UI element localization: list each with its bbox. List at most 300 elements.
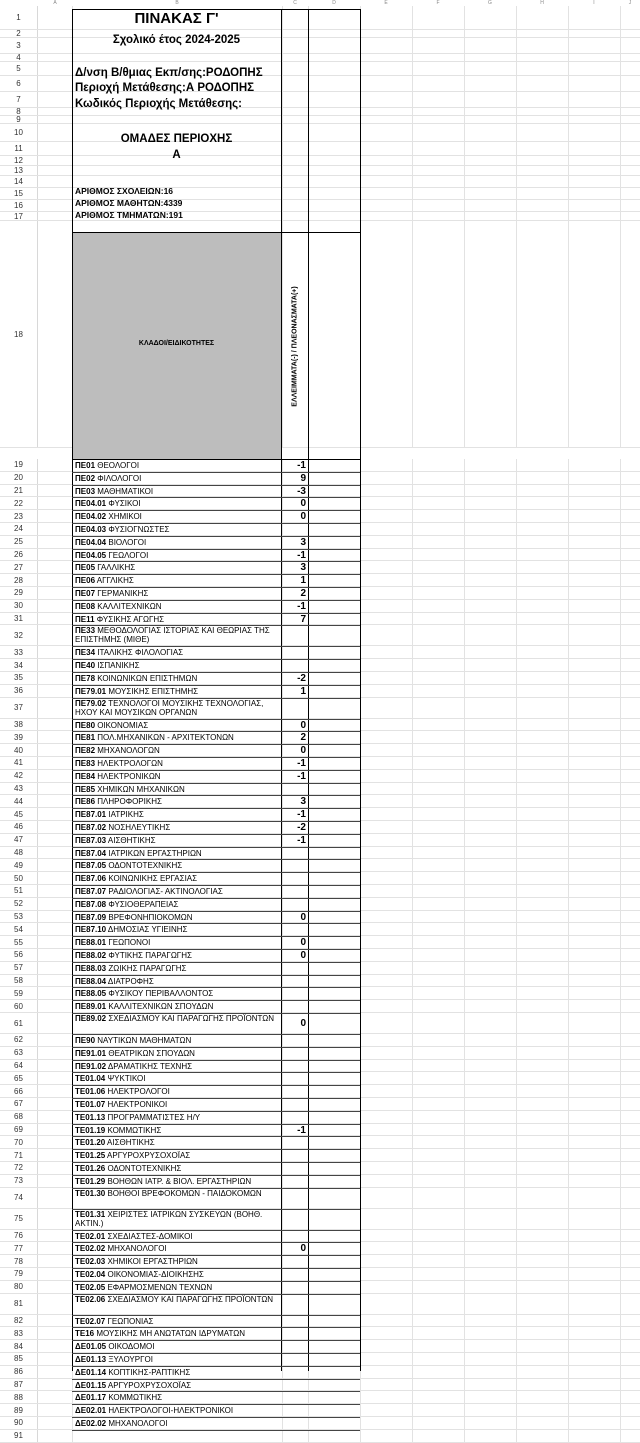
row-number[interactable]: 16 [0,200,38,211]
specialty-value[interactable]: 1 [300,575,306,587]
grid-line [516,54,517,61]
sheet-row[interactable] [0,911,640,924]
sheet-row[interactable] [0,1175,640,1188]
row-number[interactable]: 40 [0,744,38,756]
row-number[interactable]: 87 [0,1379,38,1391]
row-number[interactable]: 48 [0,847,38,859]
sheet-row[interactable] [0,685,640,698]
grid-line [568,646,569,658]
row-number[interactable]: 43 [0,783,38,795]
sheet-row[interactable] [0,1162,640,1175]
grid-line [620,1136,621,1148]
sheet-row[interactable] [0,1404,640,1417]
grid-line [620,1294,621,1314]
table-row-border [72,1149,360,1150]
row-number[interactable]: 2 [0,30,38,37]
row-number[interactable]: 26 [0,549,38,561]
grid-line [464,1209,465,1229]
row-number[interactable]: 24 [0,523,38,535]
row-number[interactable]: 35 [0,672,38,684]
specialty-value[interactable]: -1 [297,460,306,471]
grid-line [412,872,413,884]
row-number[interactable]: 84 [0,1340,38,1352]
grid-line [620,898,621,910]
specialty-label: ΤΕ01.25 ΑΡΓΥΡΟΧΡΥΣΟΧΟΪΑΣ [75,1151,191,1161]
sheet-row[interactable] [0,1340,640,1353]
grid-line [412,685,413,697]
row-number[interactable]: 21 [0,485,38,497]
sheet-row[interactable] [0,1242,640,1255]
sheet-row[interactable] [0,1060,640,1073]
grid-line [412,108,413,115]
row-number[interactable]: 22 [0,497,38,509]
row-number[interactable]: 33 [0,646,38,658]
row-number[interactable]: 61 [0,1013,38,1033]
sheet-row[interactable] [0,987,640,1000]
specialty-value[interactable]: -1 [297,1124,306,1136]
sheet-row[interactable] [0,549,640,562]
sheet-row[interactable] [0,783,640,796]
sheet-row[interactable] [0,949,640,962]
sheet-row[interactable] [0,166,640,176]
specialty-value[interactable]: 0 [300,719,306,731]
row-number[interactable]: 56 [0,949,38,961]
row-number[interactable]: 63 [0,1047,38,1059]
row-number[interactable]: 25 [0,536,38,548]
row-number[interactable]: 30 [0,600,38,612]
specialty-value[interactable]: -1 [297,758,306,769]
sheet-row[interactable] [0,497,640,510]
grid-line [464,124,465,141]
column-header-e[interactable]: E [384,0,388,6]
column-header-g[interactable]: G [488,0,492,6]
grid-line [516,987,517,999]
specialty-value[interactable]: 0 [300,511,306,523]
grid-line [412,1255,413,1267]
row-number[interactable]: 49 [0,859,38,871]
grid-line [282,646,283,658]
row-number[interactable]: 18 [0,221,38,447]
row-number[interactable]: 72 [0,1162,38,1174]
row-number[interactable]: 81 [0,1294,38,1314]
row-number[interactable]: 57 [0,962,38,974]
sheet-row[interactable] [0,795,640,808]
row-number[interactable]: 19 [0,459,38,471]
column-header-f[interactable]: F [436,0,440,6]
grid-line [516,1124,517,1136]
grid-line [282,872,283,884]
sheet-row[interactable] [0,510,640,523]
row-number[interactable]: 78 [0,1255,38,1267]
row-number[interactable]: 67 [0,1098,38,1110]
row-number[interactable]: 68 [0,1111,38,1123]
grid-line [568,731,569,743]
row-number[interactable]: 14 [0,176,38,187]
grid-line [412,485,413,497]
sheet-row[interactable] [0,698,640,719]
sheet-row[interactable] [0,859,640,872]
sheet-row[interactable] [0,1366,640,1379]
row-number[interactable]: 1 [0,6,38,29]
row-number[interactable]: 32 [0,625,38,645]
row-number[interactable]: 15 [0,188,38,199]
specialty-code: ΠΕ87.07 [75,887,107,896]
row-number[interactable]: 85 [0,1353,38,1365]
grid-line [412,1327,413,1339]
sheet-row[interactable] [0,847,640,860]
grid-line [516,1072,517,1084]
grid-line [412,1085,413,1097]
grid-line [620,600,621,612]
row-number[interactable]: 53 [0,911,38,923]
table-row-border [72,561,360,562]
grid-line [620,108,621,115]
specialty-value[interactable]: -1 [297,549,306,561]
sheet-row[interactable] [0,962,640,975]
row-number[interactable]: 28 [0,574,38,586]
row-number[interactable]: 58 [0,975,38,987]
row-number[interactable]: 55 [0,936,38,948]
sheet-row[interactable] [0,834,640,847]
grid-line [464,212,465,220]
sheet-row[interactable] [0,587,640,600]
row-number[interactable]: 54 [0,923,38,935]
column-header-c[interactable]: C [293,0,297,6]
column-header-d[interactable]: D [332,0,336,6]
row-number[interactable]: 51 [0,885,38,897]
row-number[interactable]: 52 [0,898,38,910]
row-number[interactable]: 73 [0,1175,38,1187]
table-row-border [72,795,360,796]
table-row-border [72,485,360,486]
row-number[interactable]: 50 [0,872,38,884]
row-number[interactable]: 65 [0,1072,38,1084]
row-number[interactable]: 69 [0,1124,38,1136]
specialty-label: ΤΕ02.02 ΜΗΧΑΝΟΛΟΓΟΙ [75,1244,167,1254]
grid-line [464,1327,465,1339]
specialty-value[interactable]: -1 [297,834,306,846]
column-header-h[interactable]: H [540,0,544,6]
specialty-value[interactable]: -2 [297,822,306,833]
sheet-row[interactable] [0,757,640,770]
sheet-row[interactable] [0,646,640,659]
sheet-row[interactable] [0,459,640,472]
grid-line [412,30,413,37]
sheet-row[interactable] [0,625,640,646]
border-c-right [308,9,309,1371]
row-number[interactable]: 27 [0,561,38,573]
grid-line [464,62,465,75]
row-number[interactable]: 29 [0,587,38,599]
specialty-value[interactable]: 9 [300,472,306,484]
row-number[interactable]: 5 [0,62,38,75]
grid-line [464,872,465,884]
row-number[interactable]: 11 [0,142,38,155]
row-number[interactable]: 17 [0,212,38,220]
sheet-row[interactable] [0,1111,640,1124]
specialty-value[interactable]: 7 [300,613,306,625]
specialty-code: ΠΕ06 [75,576,96,586]
specialty-code: ΔΕ01.17 [75,1393,107,1403]
table-row-border [72,885,360,886]
sheet-row[interactable] [0,1379,640,1392]
row-number[interactable]: 4 [0,54,38,61]
specialty-value[interactable]: 0 [300,937,306,949]
specialty-value[interactable]: -2 [297,673,306,684]
specialty-value[interactable]: -1 [297,600,306,612]
row-number[interactable]: 39 [0,731,38,743]
row-number[interactable]: 64 [0,1060,38,1072]
grid-line [568,1124,569,1136]
grid-line [516,212,517,220]
row-number[interactable]: 6 [0,76,38,91]
sheet-row[interactable] [0,1047,640,1060]
sheet-row[interactable] [0,744,640,757]
row-number[interactable]: 45 [0,808,38,820]
row-number[interactable]: 44 [0,795,38,807]
row-number[interactable]: 46 [0,821,38,833]
specialty-label: ΠΕ88.01 ΓΕΩΠΟΝΟΙ [75,938,151,948]
specialty-value[interactable]: 1 [300,685,306,697]
sheet-row[interactable] [0,808,640,821]
sheet-row[interactable] [0,523,640,536]
grid-line [516,166,517,175]
row-number[interactable]: 62 [0,1034,38,1046]
grid-line [568,1430,569,1442]
sheet-row[interactable] [0,898,640,911]
sheet-row[interactable] [0,1098,640,1111]
sheet-row[interactable] [0,54,640,62]
row-number[interactable]: 77 [0,1242,38,1254]
row-number[interactable]: 66 [0,1085,38,1097]
grid-line [464,731,465,743]
row-number[interactable]: 71 [0,1149,38,1161]
specialty-code: ΔΕ02.01 [75,1406,107,1416]
row-number[interactable]: 9 [0,116,38,123]
specialty-value[interactable]: 3 [300,562,306,574]
grid-line [568,497,569,509]
grid-line [568,536,569,548]
sheet-row[interactable] [0,600,640,613]
grid-line [620,1034,621,1046]
row-number[interactable]: 31 [0,613,38,625]
sheet-row[interactable] [0,1255,640,1268]
row-number[interactable]: 8 [0,108,38,115]
sections-count: ΑΡΙΘΜΟΣ ΤΜΗΜΑΤΩΝ:191 [75,210,183,220]
grid-line [516,92,517,107]
row-number[interactable]: 42 [0,770,38,782]
grid-line [464,1255,465,1267]
specialty-code: ΠΕ87.08 [75,899,107,909]
grid-line [282,859,283,871]
specialty-value[interactable]: 3 [300,796,306,808]
grid-line [282,1072,283,1084]
row-number[interactable]: 3 [0,38,38,53]
grid-line [464,821,465,833]
grid-line [412,549,413,561]
row-number[interactable]: 60 [0,1000,38,1012]
sheet-row[interactable] [0,116,640,124]
sheet-row[interactable] [0,1209,640,1230]
row-number[interactable]: 38 [0,719,38,731]
row-number[interactable]: 82 [0,1315,38,1327]
row-number[interactable]: 70 [0,1136,38,1148]
row-number[interactable]: 47 [0,834,38,846]
sheet-row[interactable] [0,1188,640,1209]
grid-line [464,698,465,718]
row-number[interactable]: 86 [0,1366,38,1378]
sheet-row[interactable] [0,1136,640,1149]
row-number[interactable]: 91 [0,1430,38,1442]
row-number[interactable]: 76 [0,1230,38,1242]
table-row-border [72,1209,360,1210]
sheet-row[interactable] [0,1391,640,1404]
specialty-label: ΠΕ04.02 ΧΗΜΙΚΟΙ [75,512,142,522]
specialty-label: ΠΕ88.05 ΦΥΣΙΚΟΥ ΠΕΡΙΒΑΛΛΟΝΤΟΣ [75,989,214,999]
row-number[interactable]: 90 [0,1417,38,1429]
grid-line [568,1242,569,1254]
row-number[interactable]: 41 [0,757,38,769]
sheet-row[interactable] [0,485,640,498]
grid-line [464,497,465,509]
sheet-row[interactable] [0,1417,640,1430]
specialty-value[interactable]: 2 [300,732,306,744]
row-number[interactable]: 7 [0,92,38,107]
sheet-row[interactable] [0,885,640,898]
sheet-row[interactable] [0,1034,640,1047]
row-number[interactable]: 59 [0,987,38,999]
sheet-row[interactable] [0,719,640,732]
sheet-row[interactable] [0,561,640,574]
sheet-row[interactable] [0,1294,640,1315]
group-letter: Α [172,149,181,161]
table-row-border [72,1430,360,1431]
column-header-a[interactable]: A [53,0,57,6]
grid-line [568,212,569,220]
specialty-code: ΤΕ02.01 [75,1231,106,1241]
sheet-row[interactable] [0,613,640,626]
row-number[interactable]: 83 [0,1327,38,1339]
sheet-row[interactable] [0,1085,640,1098]
sheet-row[interactable] [0,1072,640,1085]
sheet-row[interactable] [0,536,640,549]
column-header-b[interactable]: B [175,0,179,6]
row-number[interactable]: 80 [0,1281,38,1293]
grid-line [412,200,413,211]
sheet-row[interactable] [0,975,640,988]
column-header-j[interactable]: J [628,0,632,6]
row-number[interactable]: 12 [0,156,38,165]
sheet-row[interactable] [0,659,640,672]
groups-title: ΟΜΑΔΕΣ ΠΕΡΙΟΧΗΣ [120,133,233,145]
specialty-value[interactable]: 0 [300,950,306,961]
grid-line [620,936,621,948]
grid-line [620,54,621,61]
specialty-value[interactable]: 2 [300,588,306,599]
specialty-value[interactable]: 3 [300,536,306,548]
sheet-row[interactable] [0,1124,640,1137]
grid-line [72,1391,73,1403]
row-number[interactable]: 36 [0,685,38,697]
sheet-row[interactable] [0,1327,640,1340]
row-number[interactable]: 75 [0,1209,38,1229]
sheet-row[interactable] [0,923,640,936]
sheet-row[interactable] [0,1353,640,1366]
sheet-row[interactable] [0,1230,640,1243]
sheet-row[interactable] [0,1315,640,1328]
row-number[interactable]: 89 [0,1404,38,1416]
sheet-row[interactable] [0,770,640,783]
grid-line [464,1353,465,1365]
row-number[interactable]: 13 [0,166,38,175]
specialty-code: ΠΕ91.02 [75,1061,107,1071]
row-number[interactable]: 23 [0,510,38,522]
sheet-row[interactable] [0,872,640,885]
grid-line [516,1175,517,1187]
sheet-row[interactable] [0,1281,640,1294]
specialty-code: ΠΕ04.02 [75,512,107,522]
row-number[interactable]: 20 [0,472,38,484]
grid-line [568,1162,569,1174]
row-number[interactable]: 74 [0,1188,38,1208]
table-row-border [72,698,360,699]
row-number[interactable]: 88 [0,1391,38,1403]
sheet-row[interactable] [0,672,640,685]
sheet-row[interactable] [0,821,640,834]
sheet-row[interactable] [0,472,640,485]
sheet-row[interactable] [0,731,640,744]
specialty-value[interactable]: 0 [300,1243,306,1255]
sheet-row[interactable] [0,1000,640,1013]
grid-line [516,911,517,923]
sheet-row[interactable] [0,1430,640,1443]
specialty-value[interactable]: -1 [297,809,306,821]
sheet-row[interactable] [0,1149,640,1162]
row-number[interactable]: 34 [0,659,38,671]
specialty-label: ΔΕ02.01 ΗΛΕΚΤΡΟΛΟΓΟΙ-ΗΛΕΚΤΡΟΝΙΚΟΙ [75,1406,234,1416]
grid-line [282,1391,283,1403]
sheet-row[interactable] [0,936,640,949]
grid-line [516,719,517,731]
specialty-value[interactable]: 0 [300,1018,306,1029]
specialty-value[interactable]: -3 [297,485,306,497]
grid-line [620,795,621,807]
grid-line [568,561,569,573]
specialty-value[interactable]: -1 [297,770,306,782]
grid-line [620,1242,621,1254]
grid-line [412,625,413,645]
grid-line [516,523,517,535]
row-number[interactable]: 10 [0,124,38,141]
sheet-row[interactable] [0,1268,640,1281]
specialty-code: ΠΕ02 [75,473,96,483]
table-row-border [72,1136,360,1137]
column-header-i[interactable]: I [593,0,595,6]
specialty-value[interactable]: 0 [300,498,306,510]
row-number[interactable]: 37 [0,698,38,718]
row-number[interactable]: 79 [0,1268,38,1280]
sheet-row[interactable] [0,1013,640,1034]
grid-line [412,1060,413,1072]
table-row-border [72,1047,360,1048]
table-row-border [72,1353,360,1354]
grid-line [568,1417,569,1429]
grid-line [516,600,517,612]
specialty-value[interactable]: 0 [300,745,306,757]
sheet-row[interactable] [0,574,640,587]
specialty-value[interactable]: 0 [300,911,306,923]
specialty-label: ΠΕ83 ΗΛΕΚΤΡΟΛΟΓΩΝ [75,759,163,768]
